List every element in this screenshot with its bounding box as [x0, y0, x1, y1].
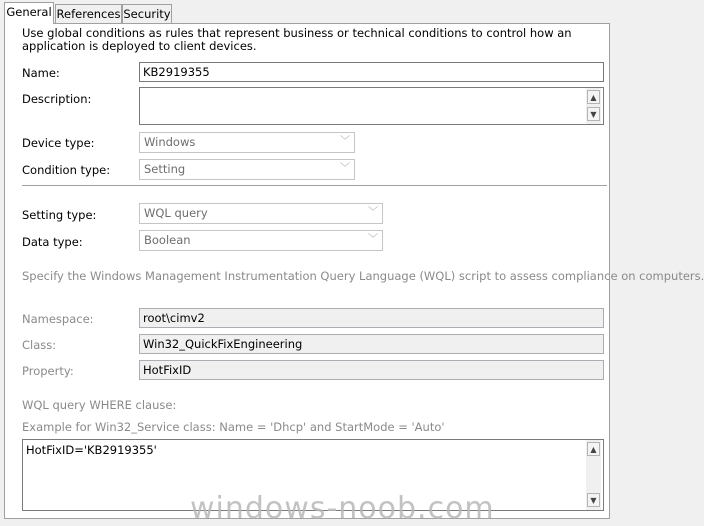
description-scrollbar[interactable]	[586, 88, 601, 124]
tab-security[interactable]: Security	[122, 4, 172, 23]
chevron-up-icon[interactable]: ▲	[587, 442, 600, 456]
setting-type-label: Setting type:	[22, 208, 97, 222]
data-type-label: Data type:	[22, 235, 83, 249]
chevron-down-icon[interactable]: ▼	[587, 107, 600, 121]
where-clause-scrollbar[interactable]	[586, 440, 601, 510]
namespace-label: Namespace:	[22, 312, 94, 326]
section-divider	[22, 185, 607, 187]
description-label: Description:	[22, 92, 92, 106]
intro-text: Use global conditions as rules that represent business or technical conditions to control how an application is deployed to client devices.	[22, 26, 572, 53]
data-type-select[interactable]	[139, 230, 383, 251]
chevron-down-icon[interactable]: ▼	[587, 493, 600, 507]
property-field[interactable]: HotFixID	[139, 360, 604, 380]
device-type-label: Device type:	[22, 136, 95, 150]
tab-references[interactable]: References	[55, 4, 122, 23]
description-field[interactable]	[139, 87, 604, 125]
chevron-down-icon: ﹀	[340, 136, 350, 147]
device-type-select[interactable]	[139, 132, 355, 153]
tab-general[interactable]: General	[4, 2, 54, 24]
condition-type-select[interactable]	[139, 159, 355, 180]
condition-type-value: Setting	[144, 162, 186, 176]
chevron-down-icon: ﹀	[368, 234, 378, 245]
class-field[interactable]: Win32_QuickFixEngineering	[139, 334, 604, 354]
where-clause-field[interactable]: HotFixID='KB2919355'	[22, 439, 604, 511]
name-field[interactable]: KB2919355	[139, 62, 604, 82]
chevron-up-icon[interactable]: ▲	[587, 90, 600, 104]
wql-help-text: Specify the Windows Management Instrumentation Query Language (WQL) script to assess compliance on computers.	[22, 269, 704, 283]
setting-type-select[interactable]	[139, 203, 383, 224]
watermark-text: windows-noob.com	[190, 491, 495, 526]
class-label: Class:	[22, 338, 57, 352]
name-label: Name:	[22, 66, 60, 80]
data-type-value: Boolean	[144, 233, 191, 247]
device-type-value: Windows	[144, 135, 196, 149]
condition-type-label: Condition type:	[22, 163, 111, 177]
where-clause-example: Example for Win32_Service class: Name = 'Dhcp' and StartMode = 'Auto'	[22, 420, 445, 434]
where-clause-label: WQL query WHERE clause:	[22, 398, 177, 412]
setting-type-value: WQL query	[144, 206, 208, 220]
chevron-down-icon: ﹀	[368, 207, 378, 218]
property-label: Property:	[22, 364, 74, 378]
namespace-field[interactable]: root\cimv2	[139, 308, 604, 328]
chevron-down-icon: ﹀	[340, 163, 350, 174]
